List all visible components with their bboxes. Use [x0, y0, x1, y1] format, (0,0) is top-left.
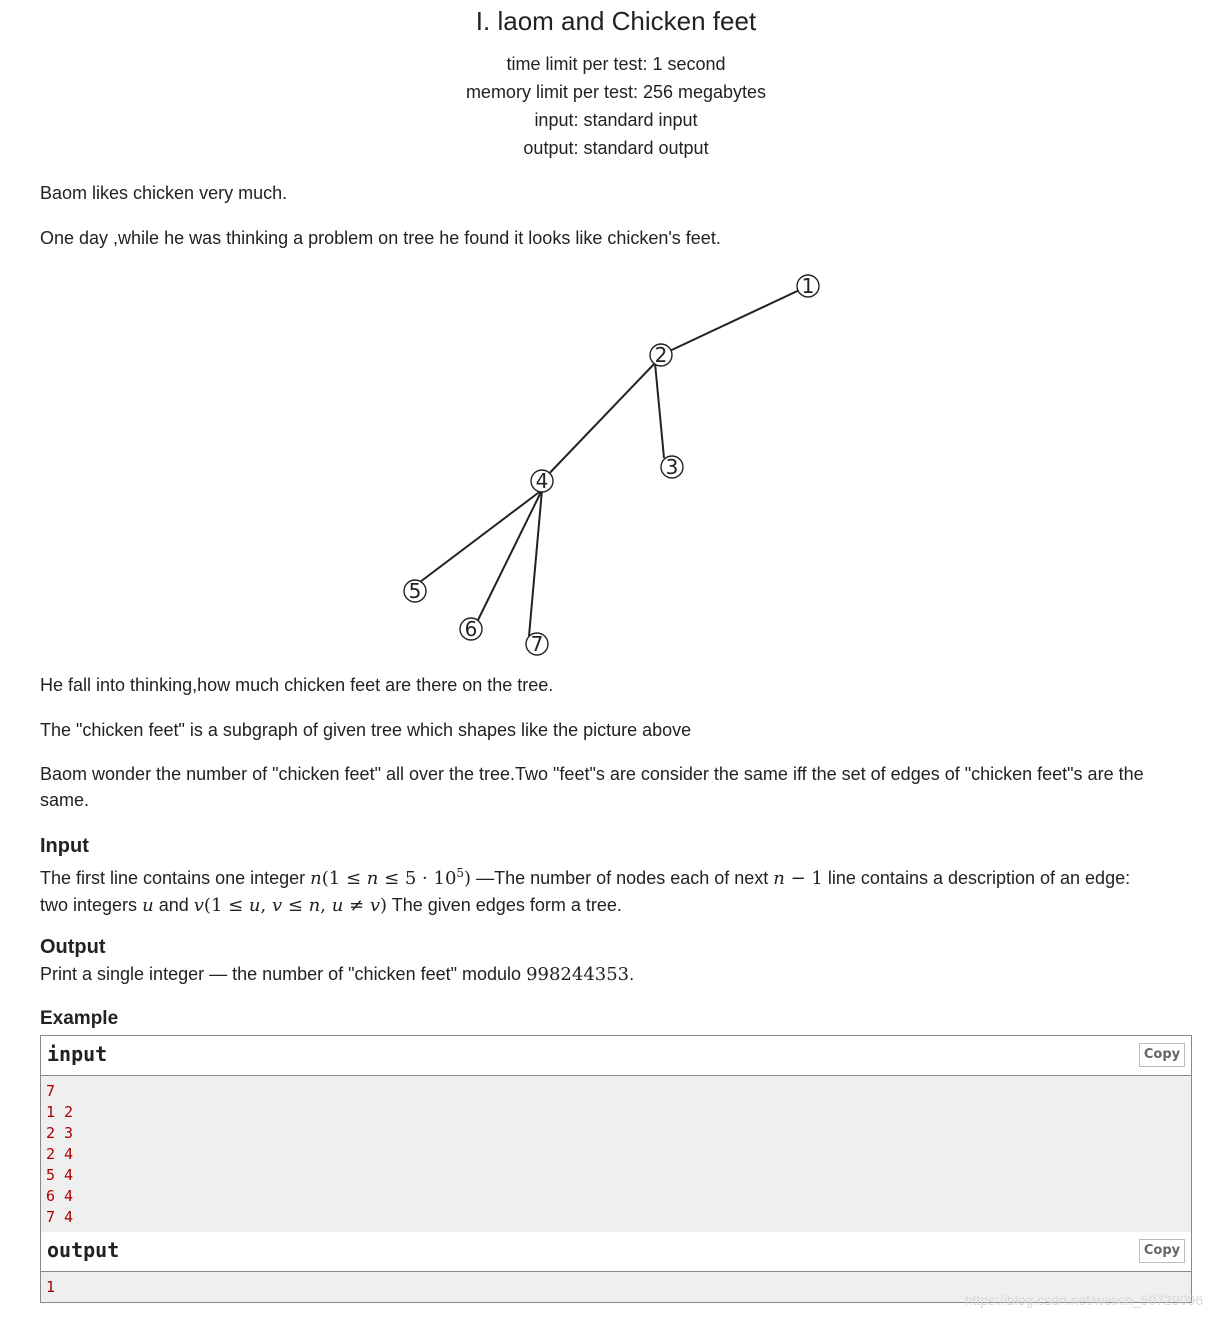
sample-input-label: input — [47, 1042, 108, 1066]
output-text-part-1: Print a single integer — the number of "chicken feet" modulo — [40, 964, 522, 984]
tree-node-label-4: 4 — [535, 469, 549, 493]
tree-node-6 — [460, 617, 482, 641]
output-type: output: standard output — [523, 138, 709, 158]
input-text-part-2: —The number of nodes each of next — [476, 868, 769, 888]
sample-output-header — [41, 1232, 1191, 1272]
tree-edge-2-3 — [655, 363, 664, 458]
sample-input-line: 7 4 — [46, 1208, 74, 1226]
copy-input-button[interactable]: Copy — [1139, 1043, 1185, 1067]
tree-node-5 — [404, 579, 426, 603]
output-section-title: Output — [40, 936, 106, 958]
sample-output-label: output — [47, 1238, 120, 1262]
tree-node-label-1: 1 — [801, 274, 815, 298]
sample-input-header — [41, 1036, 1191, 1076]
tree-node-3 — [661, 455, 683, 479]
statement-paragraph-1: Baom likes chicken very much. — [40, 183, 288, 203]
memory-limit: memory limit per test: 256 megabytes — [465, 82, 767, 102]
input-text-part-5: and — [158, 895, 189, 915]
sample-input-box — [40, 1035, 1192, 1233]
statement-paragraph-4: The "chicken feet" is a subgraph of given tree which shapes like the picture above — [40, 720, 692, 740]
tree-node-label-2: 2 — [654, 343, 668, 367]
sample-input-content[interactable] — [41, 1076, 1191, 1232]
statement-paragraph-3: He fall into thinking,how much chicken feet are there on the tree. — [40, 675, 554, 695]
problem-title: I. laom and Chicken feet — [475, 6, 757, 36]
sample-input-line: 2 4 — [46, 1145, 74, 1163]
sample-input-line: 7 — [46, 1082, 56, 1100]
input-section-text — [40, 860, 1190, 919]
input-text-part-3: line contains a description of an edge: — [827, 868, 1131, 888]
output-modulus: 998244353 — [526, 964, 630, 985]
input-type: input: standard input — [534, 110, 698, 130]
tree-node-7 — [526, 632, 548, 656]
tree-node-label-7: 7 — [530, 632, 544, 656]
sample-input-line: 6 4 — [46, 1187, 74, 1205]
input-constraint-n: $n(1 \le n \le 5 \cdot 10^5)$ — [310, 866, 472, 889]
input-section-title: Input — [40, 835, 89, 857]
tree-node-1 — [797, 274, 819, 298]
tree-edge-4-5 — [420, 490, 542, 582]
output-section-text — [40, 961, 1190, 988]
input-text-part-4: two integers — [40, 895, 138, 915]
output-text-period: . — [629, 964, 635, 984]
tree-node-label-3: 3 — [665, 455, 679, 479]
tree-edge-1-2 — [661, 286, 808, 355]
input-constraint-uv: v(1 ≤ u, v ≤ n, u ≠ v) — [193, 895, 388, 916]
tree-edge-2-4 — [542, 363, 655, 481]
sample-output-line: 1 — [46, 1278, 56, 1296]
input-n-minus-1: n − 1 — [773, 868, 823, 889]
example-title: Example — [40, 1008, 119, 1029]
copy-output-button[interactable]: Copy — [1139, 1239, 1185, 1263]
statement-paragraph-5: Baom wonder the number of "chicken feet" all over the tree.Two "feet"s are consider the same iff the set of edges of "chicken feet"s are the same. — [40, 764, 1144, 810]
input-text-part-6: The given edges form a tree. — [391, 895, 622, 915]
sample-input-line: 2 3 — [46, 1124, 74, 1142]
input-text-part-1: The first line contains one integer — [40, 868, 306, 888]
tree-node-label-5: 5 — [408, 579, 422, 603]
input-var-u: u — [142, 895, 154, 916]
sample-input-line: 5 4 — [46, 1166, 74, 1184]
time-limit: time limit per test: 1 second — [506, 54, 726, 74]
tree-node-2 — [650, 343, 672, 367]
sample-input-line: 1 2 — [46, 1103, 74, 1121]
statement-paragraph-2: One day ,while he was thinking a problem on tree he found it looks like chicken's feet. — [40, 228, 721, 248]
tree-node-label-6: 6 — [464, 617, 478, 641]
tree-node-4 — [531, 469, 553, 493]
watermark-url: https://blog.csdn.net/weixin_50729096 — [964, 1292, 1203, 1308]
